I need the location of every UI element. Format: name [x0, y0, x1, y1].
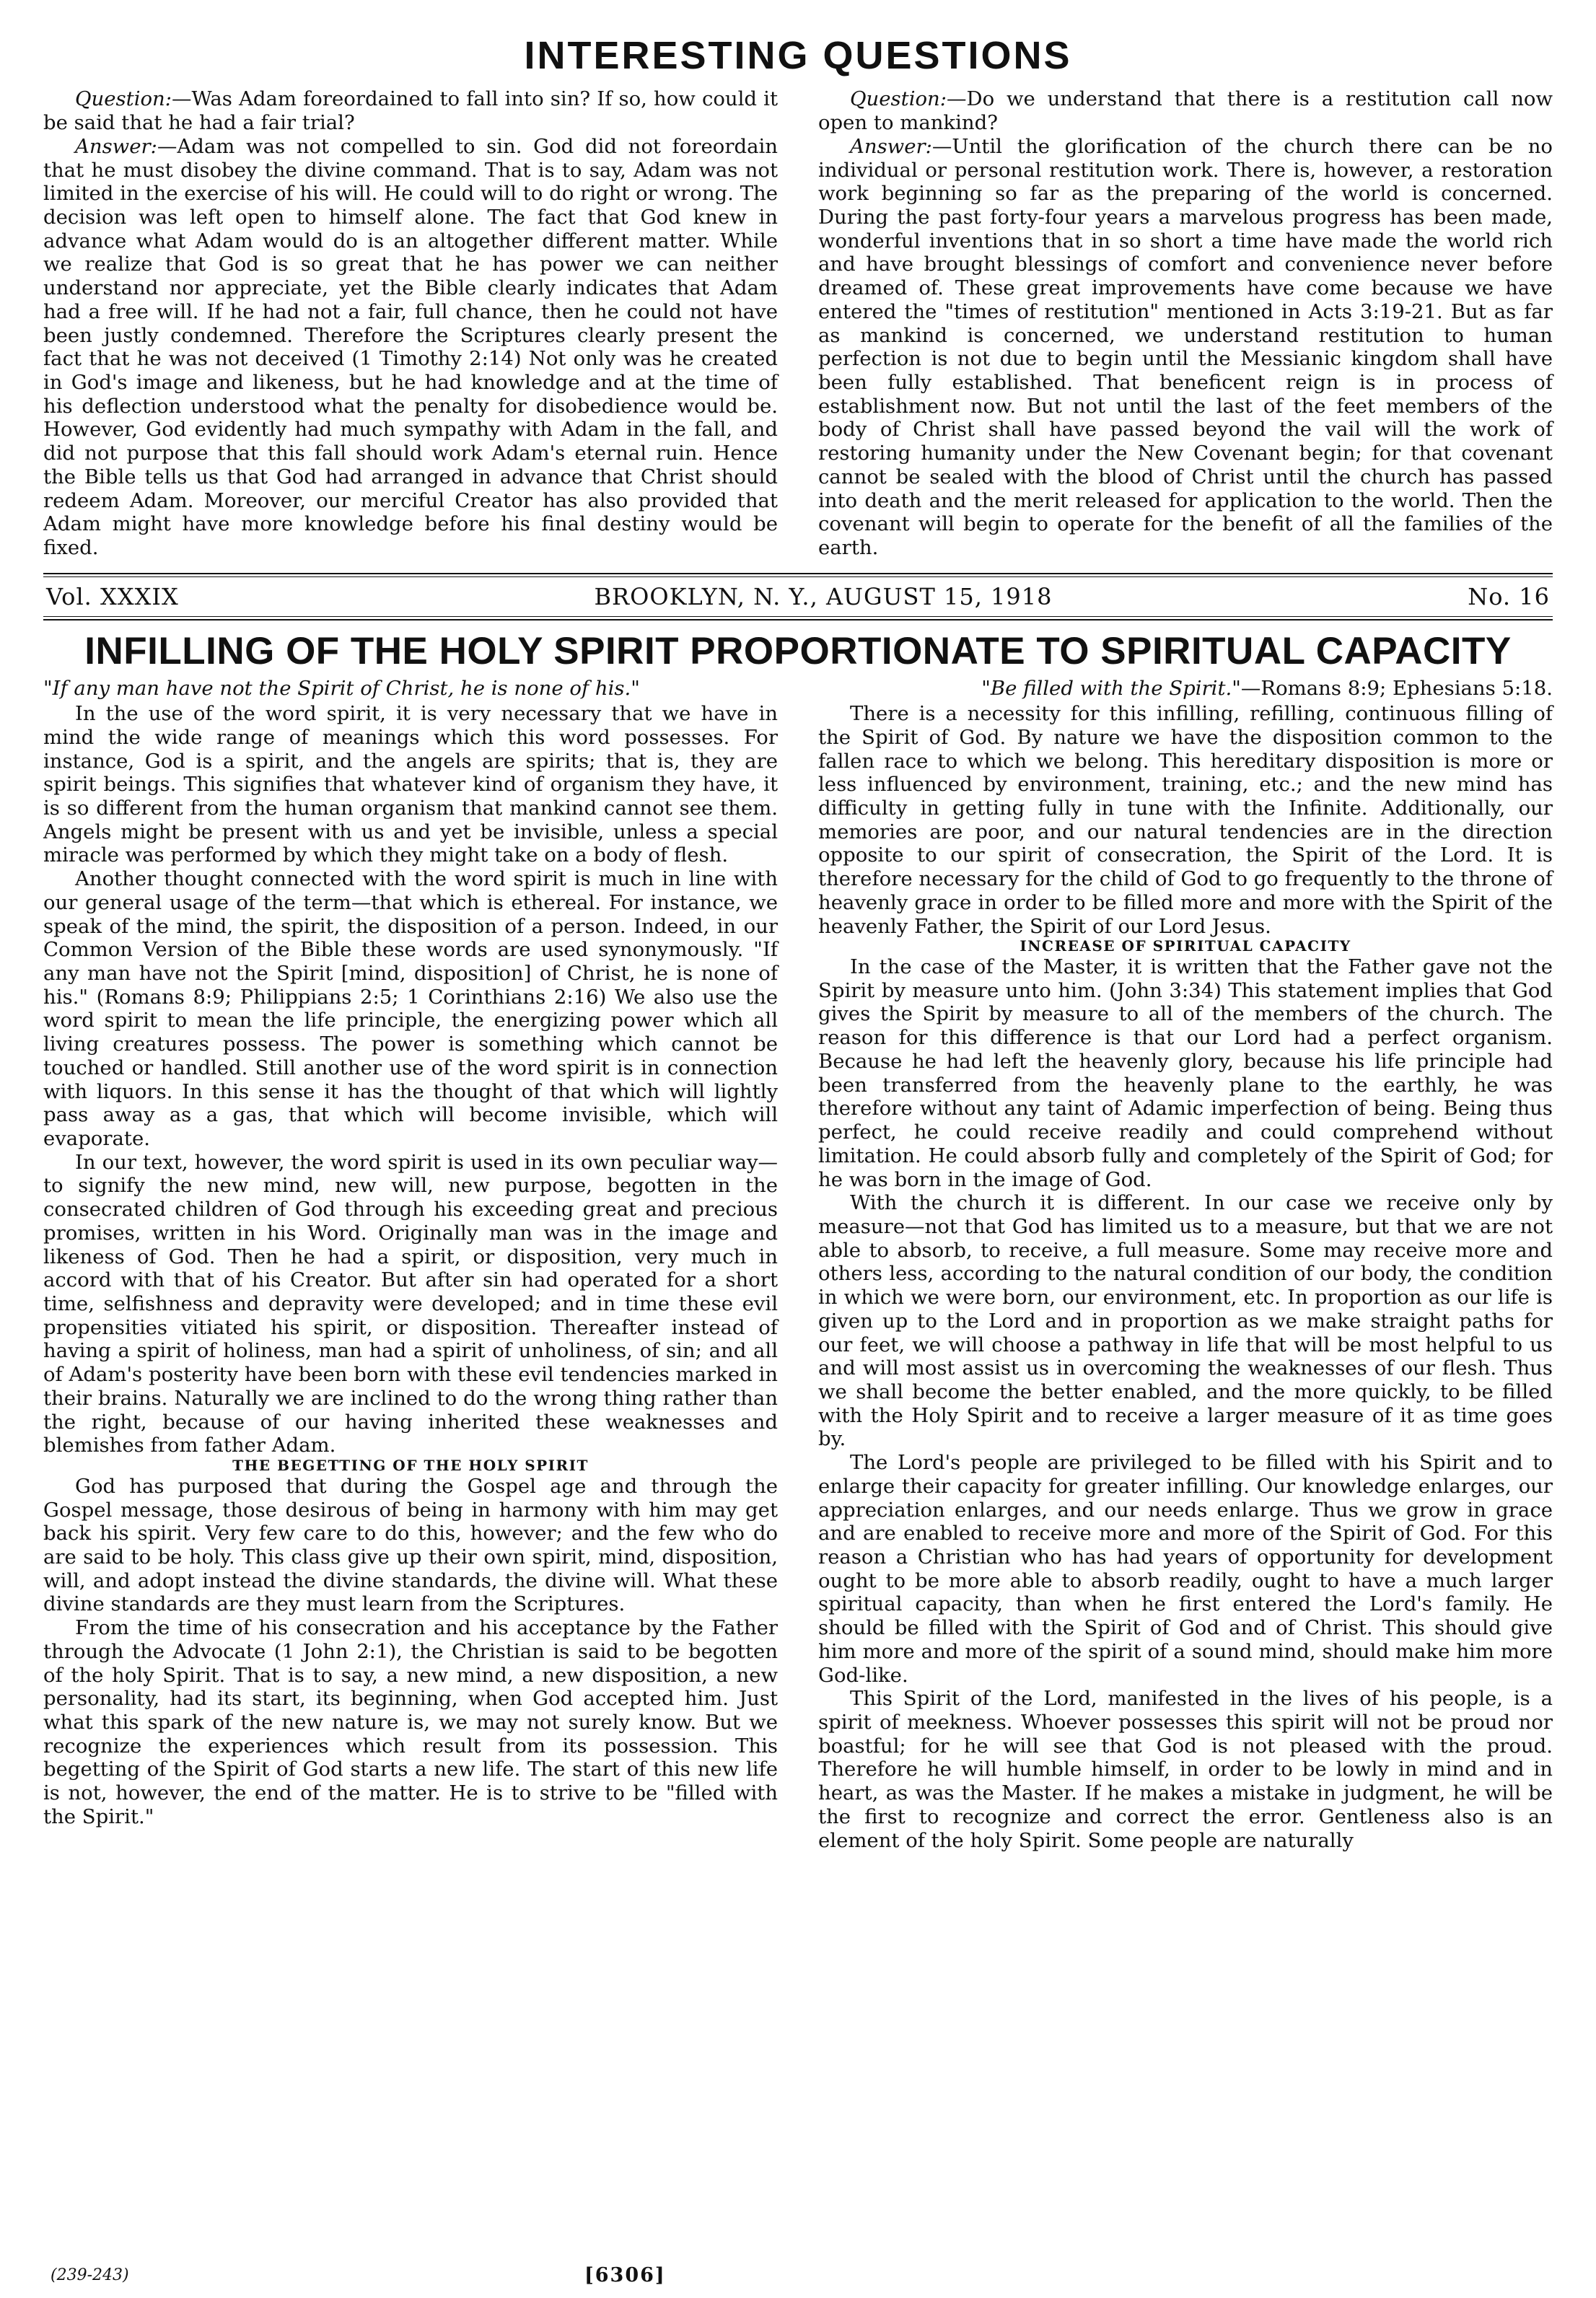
- question-paragraph: [818, 87, 1553, 134]
- article-left-column: [43, 702, 778, 1852]
- paragraph: There is a necessity for this infilling, refilling, continuous filling of the Spirit of God. By nature we have the disposition common to the fallen race to which we belong. This hereditary disposition is more or less influenced by environment, training, etc.; and the new mind has difficulty in getting fully in tune with the Infinite. Additionally, our memories are poor, and our natural tendencies are in the direction opposite to our spirit of consecration, the Spirit of the Lord. It is therefore necessary for the child of God to go frequently to the throne of heavenly grace in order to be filled more and more with the Spirit of the heavenly Father, the Spirit of our Lord Jesus.: [818, 702, 1553, 938]
- masthead-rule-bottom-thin: [43, 616, 1553, 617]
- answer-paragraph: [43, 135, 778, 560]
- answer-text: —Adam was not compelled to sin. God did not foreordain that he must disobey the divine command. That is to say, Adam was not limited in the exercise of his will. He could will to do right or wrong. The decision was left open to himself alone. The fact that God knew in advance what Adam would do is an altogether different matter. While we realize that God is so great that he has power we can neither understand nor appreciate, yet the Bible clearly indicates that Adam had a free will. If he had not a fair, full chance, then he could not have been justly condemned. Therefore the Scriptures clearly present the fact that he was not deceived (1 Timothy 2:14) Not only was he created in God's image and likeness, but he had knowledge and at the time of his deflection understood what the penalty for disobedience would be. However, God evidently had much sympathy with Adam in the fall, and did not purpose that this fall should work Adam's eternal ruin. Hence the Bible tells us that God had arranged in advance that Christ should redeem Adam. Moreover, our merciful Creator has also provided that Adam might have more knowledge before his final destiny would be fixed.: [43, 134, 778, 560]
- epigraph-reference: —Romans 8:9; Ephesians 5:18.: [1240, 677, 1553, 701]
- paragraph: Another thought connected with the word spirit is much in line with our general usage of the term—that which is ethereal. For instance, we speak of the mind, the spirit, the disposition of a person. Indeed, in our Common Version of the Bible these words are used synonymously. "If any man have not the Spirit [mind, disposition] of Christ, he is none of his." (Romans 8:9; Philippians 2:5; 1 Corinthians 2:16) We also use the word spirit to mean the life principle, the energizing power which all living creatures possess. The power is something which cannot be touched or handled. Still another use of the word spirit is in connection with liquors. In this sense it has the thought of that which will lightly pass away as a gas, that which will become invisible, which will evaporate.: [43, 867, 778, 1150]
- page: [43, 35, 1553, 1852]
- article-right-column: [818, 702, 1553, 1852]
- question-paragraph: [43, 87, 778, 134]
- question-label: Question:: [75, 87, 172, 111]
- question-text: —Do we understand that there is a restitution call now open to mankind?: [818, 87, 1553, 135]
- epigraph: [43, 677, 1553, 701]
- paragraph: In the use of the word spirit, it is very necessary that we have in mind the wide range of meanings which this word possesses. For instance, God is a spirit, and the angels are spirits; that is, they are spirit beings. This signifies that whatever kind of organism they have, it is so different from the human organism that mankind cannot see them. Angels might be present with us and yet be invisible, unless a special miracle was performed by which they might take on a body of flesh.: [43, 702, 778, 867]
- dateline: BROOKLYN, N. Y., AUGUST 15, 1918: [594, 582, 1053, 610]
- question-right: [818, 87, 1553, 559]
- epigraph-right: "Be filled with the Spirit.": [981, 677, 1241, 701]
- paragraph: From the time of his consecration and his acceptance by the Father through the Advocate (1 John 2:1), the Christian is said to be begotten of the holy Spirit. That is to say, a new mind, a new disposition, a new personality, had its start, its beginning, when God accepted him. Just what this spark of the new nature is, we may not surely know. But we recognize the experiences which result from its possession. This begetting of the Spirit of God starts a new life. The start of this new life is not, however, the end of the matter. He is to strive to be "filled with the Spirit.": [43, 1616, 778, 1828]
- question-text: —Was Adam foreordained to fall into sin? If so, how could it be said that he had a fair trial?: [43, 87, 778, 135]
- issue-number: No. 16: [1468, 582, 1550, 610]
- masthead: [43, 577, 1553, 616]
- question-left: [43, 87, 778, 559]
- paragraph: God has purposed that during the Gospel age and through the Gospel message, those desirous of being in harmony with him may get back his spirit. Very few care to do this, however; and the few who do are said to be holy. This class give up their own spirit, mind, disposition, will, and adopt instead the divine standards, the divine will. What these divine standards are they must learn from the Scriptures.: [43, 1474, 778, 1616]
- paragraph: The Lord's people are privileged to be filled with his Spirit and to enlarge their capacity for greater infilling. Our knowledge enlarges, our appreciation enlarges, and our needs enlarge. Thus we grow in grace and are enabled to receive more and more of the Spirit of God. For this reason a Christian who has had years of opportunity for development ought to be more able to absorb readily, ought to have a much larger spiritual capacity, than when he first entered the Lord's family. He should be filled with the Spirit of God and of Christ. This should give him more and more of the spirit of a sound mind, should make him more God-like.: [818, 1451, 1553, 1687]
- page-footer: [43, 2264, 1553, 2286]
- question-label: Question:: [850, 87, 947, 111]
- answer-text: —Until the glorification of the church there can be no individual or personal restitution work. There is, however, a restoration work beginning so far as the preparing of the world is concerned. During the past forty-four years a marvelous progress has been made, wonderful inventions that in so short a time have made the world rich and have brought blessings of comfort and convenience never before dreamed of. These great improvements have come because we have entered the "times of restitution" mentioned in Acts 3:19-21. But as far as mankind is concerned, we understand restitution to human perfection is not due to begin until the Messianic kingdom shall have been fully established. That beneficent reign is in process of establishment now. But not until the last of the feet members of the body of Christ shall have passed beyond the vail will the work of restoring humanity under the New Covenant begin; for that covenant cannot be sealed with the blood of Christ until the church has passed into death and the merit released for application to the world. Then the covenant will begin to operate for the benefit of all the families of the earth.: [818, 134, 1553, 560]
- epigraph-right-group: [981, 677, 1553, 701]
- paragraph: In the case of the Master, it is written that the Father gave not the Spirit by measure unto him. (John 3:34) This statement implies that God gives the Spirit by measure to all of the members of the church. The reason for this difference is that our Lord had a perfect organism. Because he had left the heavenly glory, because his life principle had been transferred from the heavenly plane to the earthly, he was therefore without any taint of Adamic imperfection of being. Being thus perfect, he could receive readily and could comprehend without limitation. He could absorb fully and completely of the Spirit of God; for he was born in the image of God.: [818, 955, 1553, 1191]
- subheading: INCREASE OF SPIRITUAL CAPACITY: [1020, 937, 1351, 955]
- page-range: (239-243): [51, 2266, 129, 2284]
- masthead-rule-top: [43, 573, 1553, 574]
- volume-label: Vol. XXXIX: [46, 582, 179, 610]
- answer-label: Answer:: [75, 134, 157, 158]
- answer-paragraph: [818, 135, 1553, 560]
- epigraph-left: "If any man have not the Spirit of Christ, he is none of his.": [43, 677, 640, 701]
- section-title: INTERESTING QUESTIONS: [524, 34, 1072, 77]
- masthead-rule-bottom: [43, 619, 1553, 620]
- article-title: INFILLING OF THE HOLY SPIRIT PROPORTIONATE TO SPIRITUAL CAPACITY: [84, 629, 1512, 672]
- article-body: [43, 702, 1553, 1852]
- paragraph: In our text, however, the word spirit is used in its own peculiar way—to signify the new mind, new will, new purpose, begotten in the consecrated children of God through his exceeding great and precious promises, written in his Word. Originally man was in the image and likeness of God. Then he had a spirit, or disposition, very much in accord with that of his Creator. But after sin had operated for a short time, selfishness and depravity were developed; and in time these evil propensities vitiated his spirit, or disposition. Thereafter instead of having a spirit of holiness, man had a spirit of unholiness, of sin; and all of Adam's posterity have been born with these evil tendencies marked in their brains. Naturally we are inclined to do the wrong thing rather than the right, because of our having inherited these weaknesses and blemishes from father Adam.: [43, 1150, 778, 1457]
- subheading: THE BEGETTING OF THE HOLY SPIRIT: [232, 1457, 589, 1475]
- answer-label: Answer:: [850, 134, 932, 158]
- questions-section: [43, 87, 1553, 559]
- page-number: [6306]: [584, 2264, 666, 2286]
- paragraph: With the church it is different. In our case we receive only by measure—not that God has limited us to a measure, but that we are not able to absorb, to receive, a full measure. Some may receive more and others less, according to the natural condition of our body, the condition in which we were born, our environment, etc. In proportion as our life is given up to the Lord and in proportion as we make straight paths for our feet, we will choose a pathway in life that will be most helpful to us and will most assist us in overcoming the weaknesses of our flesh. Thus we shall become the better enabled, and the more quickly, to be filled with the Holy Spirit and to receive a larger measure of it as time goes by.: [818, 1191, 1553, 1451]
- paragraph: This Spirit of the Lord, manifested in the lives of his people, is a spirit of meekness. Whoever possesses this spirit will not be proud nor boastful; for he will see that God is not pleased with the proud. Therefore he will humble himself, in order to be lowly in mind and in heart, as was the Master. If he makes a mistake in judgment, he will be the first to recognize and correct the error. Gentleness also is an element of the holy Spirit. Some people are naturally: [818, 1687, 1553, 1852]
